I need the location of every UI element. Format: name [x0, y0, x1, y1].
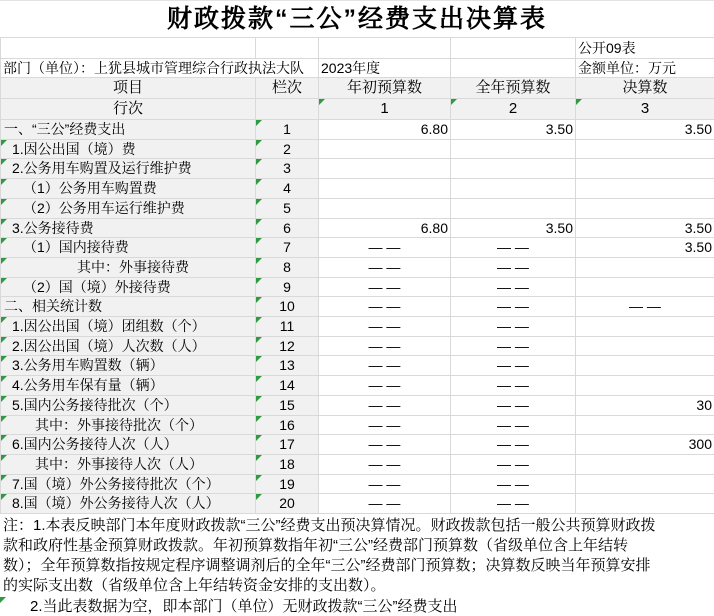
value-cell[interactable]: — —	[319, 415, 451, 435]
table-row	[1, 317, 714, 337]
value-cell[interactable]	[451, 179, 576, 199]
value-cell[interactable]	[576, 415, 714, 435]
value-cell[interactable]	[576, 159, 714, 179]
line-no-cell[interactable]: 19	[256, 474, 319, 494]
value-cell[interactable]	[319, 179, 451, 199]
col-header-item[interactable]: 项目	[1, 78, 256, 99]
note-line[interactable]: 的实际支出数（省级单位含上年结转资金安排的支出数）。	[0, 576, 714, 596]
table-row	[1, 257, 714, 277]
table-row	[1, 120, 714, 140]
table-row	[1, 376, 714, 396]
value-cell[interactable]: 3.50	[576, 120, 714, 140]
table-row	[1, 494, 714, 514]
value-cell[interactable]	[576, 179, 714, 199]
item-cell[interactable]: 1.因公出国（境）费	[1, 139, 256, 159]
value-cell[interactable]: — —	[451, 257, 576, 277]
item-cell[interactable]: 2.公务用车购置及运行维护费	[1, 159, 256, 179]
line-no-cell[interactable]: 8	[256, 257, 319, 277]
value-cell[interactable]: — —	[319, 297, 451, 317]
value-cell[interactable]: 6.80	[319, 120, 451, 140]
empty-cell[interactable]	[319, 38, 451, 59]
value-cell[interactable]: 3.50	[576, 218, 714, 238]
value-cell[interactable]: — —	[319, 494, 451, 514]
column-header-row	[1, 78, 714, 99]
table-row	[1, 415, 714, 435]
value-cell[interactable]: — —	[451, 317, 576, 337]
table-row	[1, 356, 714, 376]
value-cell[interactable]: — —	[319, 336, 451, 356]
value-cell[interactable]	[576, 356, 714, 376]
unit-cell[interactable]: 金额单位：万元	[576, 59, 714, 78]
line-no-cell[interactable]: 15	[256, 395, 319, 415]
empty-cell[interactable]	[451, 38, 576, 59]
table-row	[1, 179, 714, 199]
column-number-cell[interactable]: 2	[451, 99, 576, 120]
column-number-cell[interactable]: 3	[576, 99, 714, 120]
item-cell[interactable]: （1）国内接待费	[1, 238, 256, 258]
item-cell[interactable]: 2.因公出国（境）人次数（人）	[1, 336, 256, 356]
item-cell[interactable]: 6.国内公务接待人次（人）	[1, 435, 256, 455]
footnotes	[0, 516, 714, 616]
line-no-cell[interactable]: 9	[256, 277, 319, 297]
line-no-cell[interactable]: 11	[256, 317, 319, 337]
value-cell[interactable]: — —	[451, 336, 576, 356]
value-cell[interactable]: — —	[451, 435, 576, 455]
value-cell[interactable]: — —	[451, 474, 576, 494]
item-cell[interactable]: 4.公务用车保有量（辆）	[1, 376, 256, 396]
table-row	[1, 474, 714, 494]
value-cell[interactable]: — —	[319, 317, 451, 337]
line-number-row	[1, 99, 714, 120]
value-cell[interactable]: 3.50	[576, 238, 714, 258]
value-cell[interactable]: — —	[451, 376, 576, 396]
value-cell[interactable]	[576, 257, 714, 277]
table-row	[1, 435, 714, 455]
item-cell[interactable]: （2）国（境）外接待费	[1, 277, 256, 297]
table-row	[1, 218, 714, 238]
line-no-cell[interactable]: 18	[256, 454, 319, 474]
value-cell[interactable]: — —	[319, 474, 451, 494]
item-cell[interactable]: （1）公务用车购置费	[1, 179, 256, 199]
form-code-row	[1, 38, 714, 59]
value-cell[interactable]: 3.50	[451, 218, 576, 238]
item-cell[interactable]: （2）公务用车运行维护费	[1, 198, 256, 218]
value-cell[interactable]	[576, 336, 714, 356]
empty-cell[interactable]	[256, 38, 319, 59]
value-cell[interactable]: — —	[319, 454, 451, 474]
item-cell[interactable]: 一、“三公”经费支出	[1, 120, 256, 140]
table-row	[1, 159, 714, 179]
value-cell[interactable]: — —	[576, 297, 714, 317]
note-line[interactable]: 数）；全年预算数指按规定程序调整调剂后的全年“三公”经费部门预算数；决算数反映当年预算安排	[0, 556, 714, 576]
value-cell[interactable]	[576, 277, 714, 297]
value-cell[interactable]	[319, 198, 451, 218]
value-cell[interactable]: — —	[451, 494, 576, 514]
line-no-cell[interactable]: 14	[256, 376, 319, 396]
col-header-annual-budget[interactable]: 全年预算数	[451, 78, 576, 99]
item-cell[interactable]: 1.因公出国（境）团组数（个）	[1, 317, 256, 337]
line-no-cell[interactable]: 13	[256, 356, 319, 376]
value-cell[interactable]: — —	[451, 454, 576, 474]
line-no-cell[interactable]: 2	[256, 139, 319, 159]
value-cell[interactable]	[319, 139, 451, 159]
value-cell[interactable]: — —	[451, 238, 576, 258]
value-cell[interactable]	[319, 159, 451, 179]
value-cell[interactable]: — —	[319, 435, 451, 455]
value-cell[interactable]: — —	[451, 277, 576, 297]
value-cell[interactable]: 3.50	[451, 120, 576, 140]
line-no-cell[interactable]: 10	[256, 297, 319, 317]
table-row	[1, 395, 714, 415]
value-cell[interactable]	[576, 494, 714, 514]
empty-cell[interactable]	[451, 59, 576, 78]
line-no-cell[interactable]: 3	[256, 159, 319, 179]
value-cell[interactable]	[576, 474, 714, 494]
item-cell[interactable]: 其中：外事接待费	[1, 257, 256, 277]
item-cell[interactable]: 其中：外事接待人次（人）	[1, 454, 256, 474]
three-public-expense-table	[0, 37, 714, 514]
line-no-cell[interactable]: 1	[256, 120, 319, 140]
value-cell[interactable]: — —	[451, 415, 576, 435]
page-title: 财政拨款“三公”经费支出决算表	[0, 1, 714, 37]
line-no-cell[interactable]: 12	[256, 336, 319, 356]
line-no-cell[interactable]: 5	[256, 198, 319, 218]
year-cell[interactable]: 2023年度	[319, 59, 451, 78]
empty-cell[interactable]	[256, 99, 319, 120]
meta-row	[1, 59, 714, 78]
table-row	[1, 336, 714, 356]
line-no-cell[interactable]: 4	[256, 179, 319, 199]
value-cell[interactable]	[451, 159, 576, 179]
item-cell[interactable]: 二、相关统计数	[1, 297, 256, 317]
value-cell[interactable]	[451, 139, 576, 159]
line-row-label-cell[interactable]: 行次	[1, 99, 256, 120]
line-no-cell[interactable]: 16	[256, 415, 319, 435]
value-cell[interactable]	[576, 454, 714, 474]
table-row	[1, 139, 714, 159]
note-line[interactable]: 款和政府性基金预算财政拨款。年初预算数指年初“三公”经费部门预算数（省级单位含上年结转	[0, 536, 714, 556]
value-cell[interactable]: — —	[451, 356, 576, 376]
column-number-cell[interactable]: 1	[319, 99, 451, 120]
line-no-cell[interactable]: 7	[256, 238, 319, 258]
value-cell[interactable]: 30	[576, 395, 714, 415]
line-no-cell[interactable]: 6	[256, 218, 319, 238]
col-header-initial-budget[interactable]: 年初预算数	[319, 78, 451, 99]
line-no-cell[interactable]: 17	[256, 435, 319, 455]
table-row	[1, 297, 714, 317]
item-cell[interactable]: 3.公务接待费	[1, 218, 256, 238]
item-cell[interactable]: 8.国（境）外公务接待人次（人）	[1, 494, 256, 514]
value-cell[interactable]	[576, 198, 714, 218]
form-code-cell[interactable]: 公开09表	[576, 38, 714, 59]
table-row	[1, 454, 714, 474]
col-header-line-no[interactable]: 栏次	[256, 78, 319, 99]
value-cell[interactable]	[451, 198, 576, 218]
value-cell[interactable]: — —	[319, 277, 451, 297]
table-row	[1, 198, 714, 218]
item-cell[interactable]: 7.国（境）外公务接待批次（个）	[1, 474, 256, 494]
line-no-cell[interactable]: 20	[256, 494, 319, 514]
item-cell[interactable]: 其中：外事接待批次（个）	[1, 415, 256, 435]
table-row	[1, 238, 714, 258]
table-row	[1, 277, 714, 297]
col-header-final-accounts[interactable]: 决算数	[576, 78, 714, 99]
empty-cell[interactable]	[1, 38, 256, 59]
value-cell[interactable]: — —	[319, 395, 451, 415]
value-cell[interactable]	[576, 376, 714, 396]
value-cell[interactable]	[576, 139, 714, 159]
value-cell[interactable]: — —	[451, 297, 576, 317]
note-line-2[interactable]: 2.当此表数据为空，即本部门（单位）无财政拨款“三公”经费支出	[0, 597, 714, 616]
value-cell[interactable]: 300	[576, 435, 714, 455]
department-cell[interactable]: 部门（单位）：上犹县城市管理综合行政执法大队	[1, 59, 319, 78]
value-cell[interactable]: — —	[319, 376, 451, 396]
item-cell[interactable]: 3.公务用车购置数（辆）	[1, 356, 256, 376]
value-cell[interactable]: — —	[319, 356, 451, 376]
value-cell[interactable]: — —	[319, 257, 451, 277]
value-cell[interactable]: — —	[319, 238, 451, 258]
value-cell[interactable]	[576, 317, 714, 337]
value-cell[interactable]: — —	[451, 395, 576, 415]
note-line[interactable]: 注：1.本表反映部门本年度财政拨款“三公”经费支出预决算情况。财政拨款包括一般公共预算财政拨	[0, 516, 714, 536]
item-cell[interactable]: 5.国内公务接待批次（个）	[1, 395, 256, 415]
value-cell[interactable]: 6.80	[319, 218, 451, 238]
